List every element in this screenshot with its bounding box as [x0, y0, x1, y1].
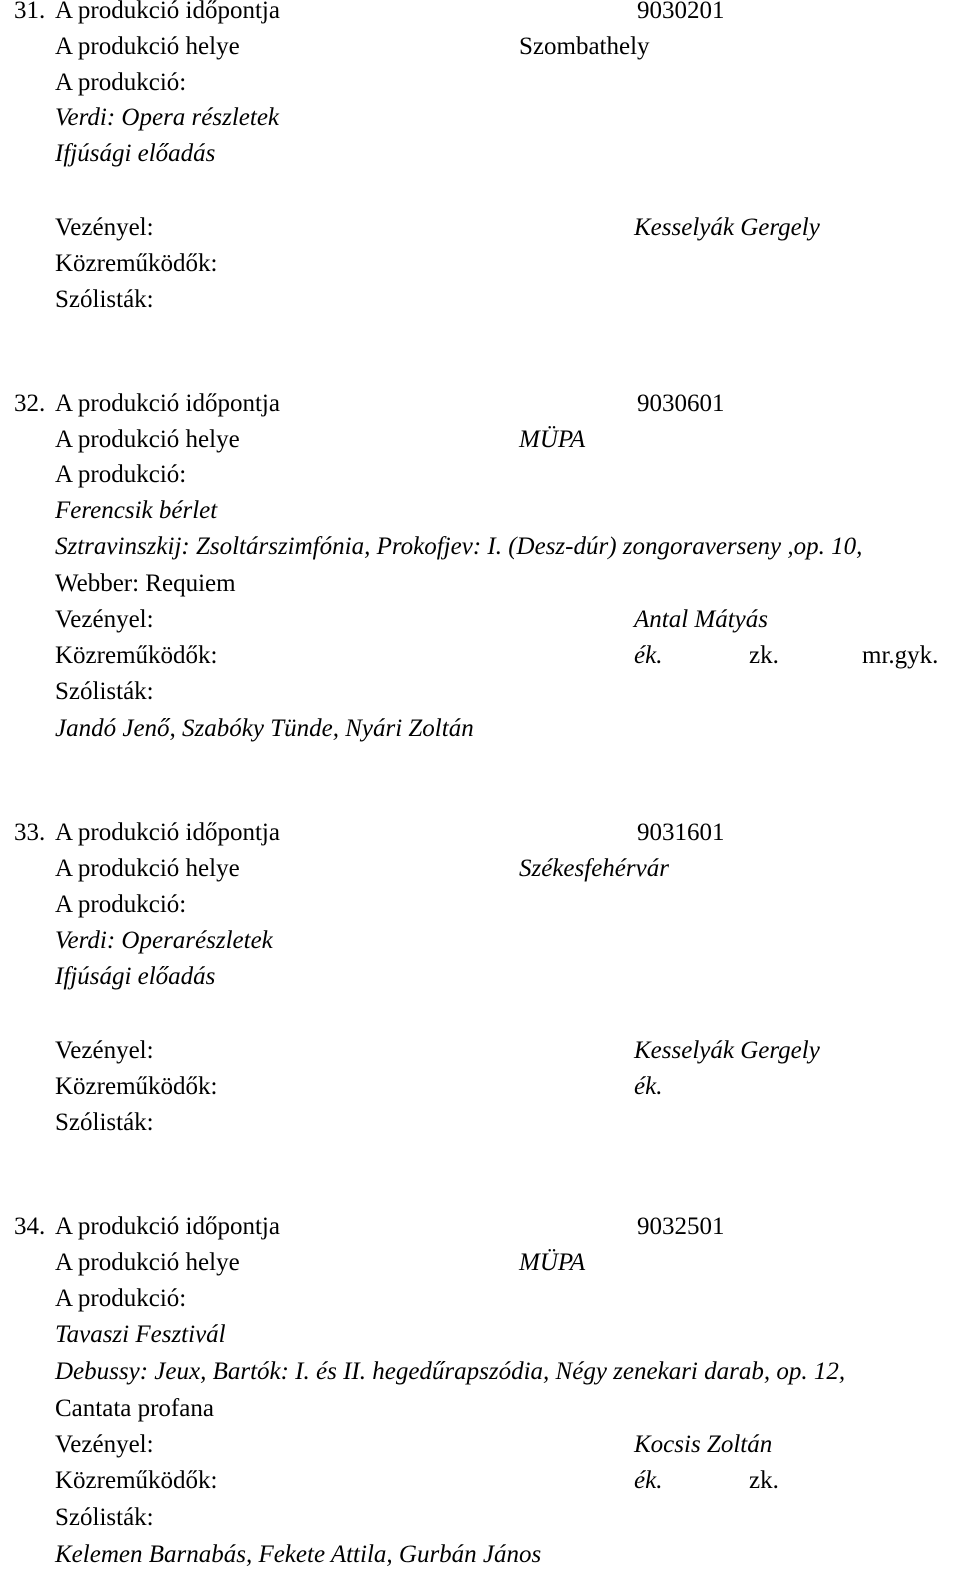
date-label: A produkció időpontja	[55, 390, 280, 417]
production-label: A produkció:	[55, 1285, 187, 1312]
program-line: Ferencsik bérlet	[55, 497, 218, 524]
conductor-value: Kesselyák Gergely	[634, 1037, 820, 1064]
conductor-label: Vezényel:	[55, 1431, 154, 1458]
program-line: Tavaszi Fesztivál	[55, 1321, 226, 1348]
program-line: Debussy: Jeux, Bartók: I. és II. hegedűrapszódia, Négy zenekari darab, op. 12,	[55, 1358, 846, 1385]
entry-number: 31.	[14, 0, 46, 24]
soloists-label: Szólisták:	[55, 1109, 154, 1136]
participant-value: mr.gyk.	[862, 642, 939, 669]
soloists-label: Szólisták:	[55, 678, 154, 705]
conductor-value: Kesselyák Gergely	[634, 214, 820, 241]
venue-label: A produkció helye	[55, 426, 240, 453]
participants-label: Közreműködők:	[55, 1467, 218, 1494]
venue-value: Székesfehérvár	[519, 855, 669, 882]
venue-label: A produkció helye	[55, 855, 240, 882]
entry-number: 34.	[14, 1213, 46, 1240]
conductor-value: Antal Mátyás	[634, 606, 769, 633]
venue-value: MÜPA	[519, 1249, 586, 1276]
program-line: Verdi: Opera részletek	[55, 104, 280, 131]
program-line: Ifjúsági előadás	[55, 963, 216, 990]
program-line: Webber: Requiem	[55, 570, 236, 597]
program-line: Verdi: Operarészletek	[55, 927, 273, 954]
participants-label: Közreműködők:	[55, 642, 218, 669]
participant-value: ék.	[634, 1073, 663, 1100]
venue-value: MÜPA	[519, 426, 586, 453]
date-value: 9030601	[637, 390, 725, 417]
production-label: A produkció:	[55, 461, 187, 488]
program-line: Sztravinszkij: Zsoltárszimfónia, Prokofjev: I. (Desz-dúr) zongoraverseny ,op. 10,	[55, 533, 863, 560]
conductor-label: Vezényel:	[55, 214, 154, 241]
soloists-value: Jandó Jenő, Szabóky Tünde, Nyári Zoltán	[55, 715, 474, 742]
date-value: 9031601	[637, 819, 725, 846]
production-label: A produkció:	[55, 891, 187, 918]
participant-value: zk.	[749, 642, 779, 669]
production-label: A produkció:	[55, 69, 187, 96]
venue-label: A produkció helye	[55, 33, 240, 60]
entry-number: 32.	[14, 390, 46, 417]
entry-number: 33.	[14, 819, 46, 846]
venue-label: A produkció helye	[55, 1249, 240, 1276]
program-line: Cantata profana	[55, 1395, 214, 1422]
soloists-label: Szólisták:	[55, 1504, 154, 1531]
participant-value: ék.	[634, 642, 663, 669]
conductor-value: Kocsis Zoltán	[634, 1431, 773, 1458]
date-label: A produkció időpontja	[55, 1213, 280, 1240]
program-line: Ifjúsági előadás	[55, 140, 216, 167]
date-value: 9030201	[637, 0, 725, 24]
date-label: A produkció időpontja	[55, 819, 280, 846]
participant-value: zk.	[749, 1467, 779, 1494]
participant-value: ék.	[634, 1467, 663, 1494]
conductor-label: Vezényel:	[55, 606, 154, 633]
conductor-label: Vezényel:	[55, 1037, 154, 1064]
participants-label: Közreműködők:	[55, 250, 218, 277]
date-label: A produkció időpontja	[55, 0, 280, 24]
soloists-label: Szólisták:	[55, 286, 154, 313]
soloists-value: Kelemen Barnabás, Fekete Attila, Gurbán János	[55, 1541, 542, 1568]
venue-value: Szombathely	[519, 33, 650, 60]
participants-label: Közreműködők:	[55, 1073, 218, 1100]
date-value: 9032501	[637, 1213, 725, 1240]
